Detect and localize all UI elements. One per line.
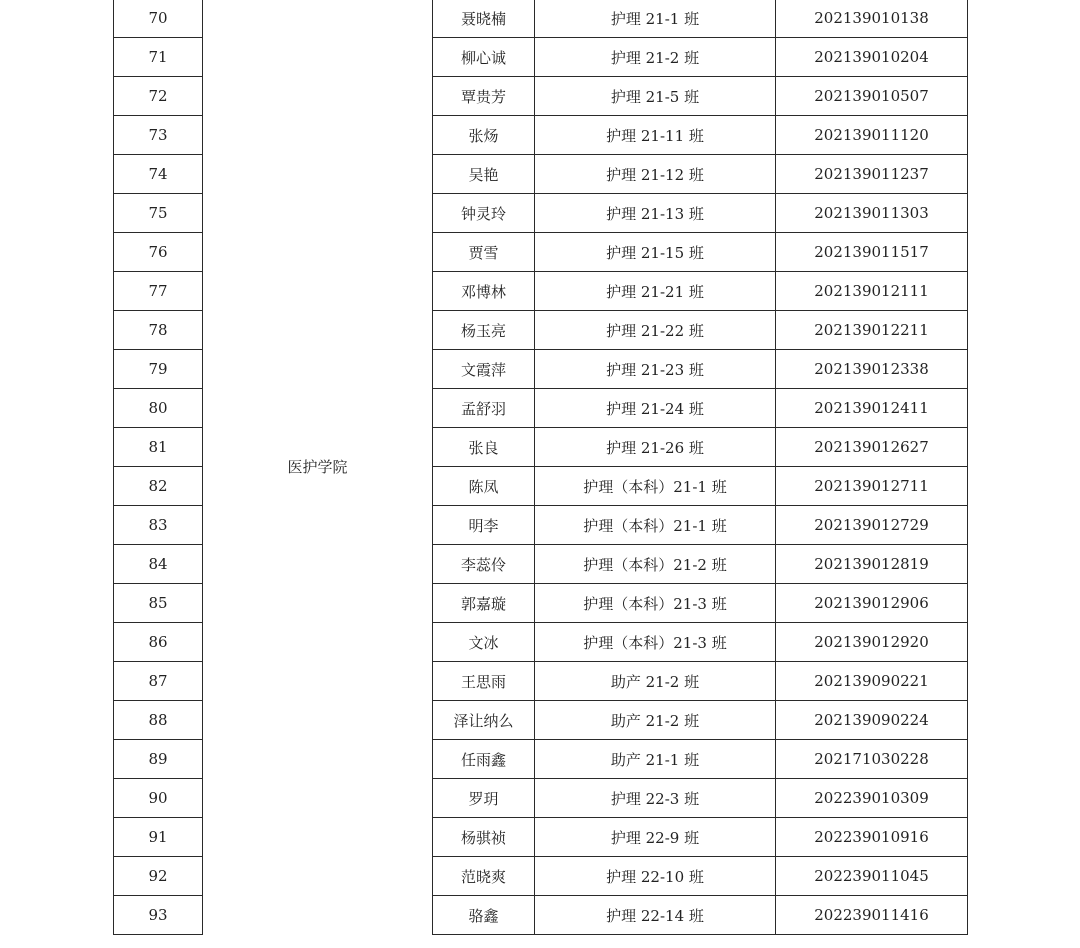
student-name-cell: 张炀 [433,116,535,155]
row-number-cell: 93 [114,896,203,935]
row-number-cell: 73 [114,116,203,155]
class-name-cell: 护理 21-5 班 [535,77,776,116]
student-id-cell: 202139012906 [776,584,968,623]
student-name-cell: 吴艳 [433,155,535,194]
roster-body [114,0,968,935]
class-name-cell: 护理 21-21 班 [535,272,776,311]
student-name-cell: 王思雨 [433,662,535,701]
student-id-cell: 202139011517 [776,233,968,272]
student-id-cell: 202139012711 [776,467,968,506]
student-id-cell: 202139010507 [776,77,968,116]
student-id-cell: 202171030228 [776,740,968,779]
student-id-cell: 202139010204 [776,38,968,77]
row-number-cell: 86 [114,623,203,662]
class-name-cell: 助产 21-2 班 [535,662,776,701]
student-roster-table [113,0,968,935]
row-number-cell: 85 [114,584,203,623]
student-name-cell: 张良 [433,428,535,467]
student-id-cell: 202239010916 [776,818,968,857]
class-name-cell: 护理（本科）21-3 班 [535,584,776,623]
student-id-cell: 202139012729 [776,506,968,545]
row-number-cell: 76 [114,233,203,272]
student-name-cell: 钟灵玲 [433,194,535,233]
row-number-cell: 92 [114,857,203,896]
student-id-cell: 202139012338 [776,350,968,389]
row-number-cell: 87 [114,662,203,701]
student-name-cell: 明李 [433,506,535,545]
student-name-cell: 杨玉亮 [433,311,535,350]
row-number-cell: 91 [114,818,203,857]
student-id-cell: 202139012920 [776,623,968,662]
student-name-cell: 聂晓楠 [433,0,535,38]
student-id-cell: 202139011237 [776,155,968,194]
class-name-cell: 护理 21-12 班 [535,155,776,194]
class-name-cell: 护理（本科）21-1 班 [535,467,776,506]
row-number-cell: 72 [114,77,203,116]
student-name-cell: 罗玥 [433,779,535,818]
class-name-cell: 护理 22-10 班 [535,857,776,896]
student-id-cell: 202139090224 [776,701,968,740]
class-name-cell: 护理 21-1 班 [535,0,776,38]
student-id-cell: 202139012627 [776,428,968,467]
class-name-cell: 护理（本科）21-2 班 [535,545,776,584]
row-number-cell: 77 [114,272,203,311]
student-id-cell: 202139011303 [776,194,968,233]
class-name-cell: 护理 21-23 班 [535,350,776,389]
class-name-cell: 护理 21-24 班 [535,389,776,428]
student-name-cell: 孟舒羽 [433,389,535,428]
student-id-cell: 202139010138 [776,0,968,38]
student-id-cell: 202239011416 [776,896,968,935]
row-number-cell: 90 [114,779,203,818]
class-name-cell: 护理 21-13 班 [535,194,776,233]
student-name-cell: 柳心诚 [433,38,535,77]
student-name-cell: 李蕊伶 [433,545,535,584]
row-number-cell: 84 [114,545,203,584]
row-number-cell: 88 [114,701,203,740]
student-id-cell: 202139090221 [776,662,968,701]
student-name-cell: 范晓爽 [433,857,535,896]
row-number-cell: 81 [114,428,203,467]
student-name-cell: 邓博林 [433,272,535,311]
student-name-cell: 文霞萍 [433,350,535,389]
row-number-cell: 80 [114,389,203,428]
college-cell: 医护学院 [203,0,433,935]
class-name-cell: 护理（本科）21-1 班 [535,506,776,545]
class-name-cell: 护理（本科）21-3 班 [535,623,776,662]
row-number-cell: 75 [114,194,203,233]
row-number-cell: 82 [114,467,203,506]
student-name-cell: 贾雪 [433,233,535,272]
table-row [114,0,968,38]
class-name-cell: 护理 22-3 班 [535,779,776,818]
row-number-cell: 79 [114,350,203,389]
student-id-cell: 202139011120 [776,116,968,155]
student-name-cell: 文冰 [433,623,535,662]
student-id-cell: 202139012211 [776,311,968,350]
student-id-cell: 202239011045 [776,857,968,896]
student-name-cell: 陈凤 [433,467,535,506]
student-name-cell: 任雨鑫 [433,740,535,779]
student-id-cell: 202239010309 [776,779,968,818]
row-number-cell: 78 [114,311,203,350]
class-name-cell: 助产 21-2 班 [535,701,776,740]
student-name-cell: 骆鑫 [433,896,535,935]
row-number-cell: 89 [114,740,203,779]
student-id-cell: 202139012819 [776,545,968,584]
student-name-cell: 覃贵芳 [433,77,535,116]
class-name-cell: 护理 21-11 班 [535,116,776,155]
class-name-cell: 护理 21-22 班 [535,311,776,350]
student-id-cell: 202139012111 [776,272,968,311]
class-name-cell: 护理 21-26 班 [535,428,776,467]
row-number-cell: 74 [114,155,203,194]
student-name-cell: 杨骐祯 [433,818,535,857]
student-name-cell: 郭嘉璇 [433,584,535,623]
class-name-cell: 护理 21-15 班 [535,233,776,272]
row-number-cell: 70 [114,0,203,38]
row-number-cell: 83 [114,506,203,545]
class-name-cell: 护理 22-9 班 [535,818,776,857]
student-id-cell: 202139012411 [776,389,968,428]
row-number-cell: 71 [114,38,203,77]
class-name-cell: 护理 22-14 班 [535,896,776,935]
student-name-cell: 泽让纳么 [433,701,535,740]
class-name-cell: 护理 21-2 班 [535,38,776,77]
class-name-cell: 助产 21-1 班 [535,740,776,779]
